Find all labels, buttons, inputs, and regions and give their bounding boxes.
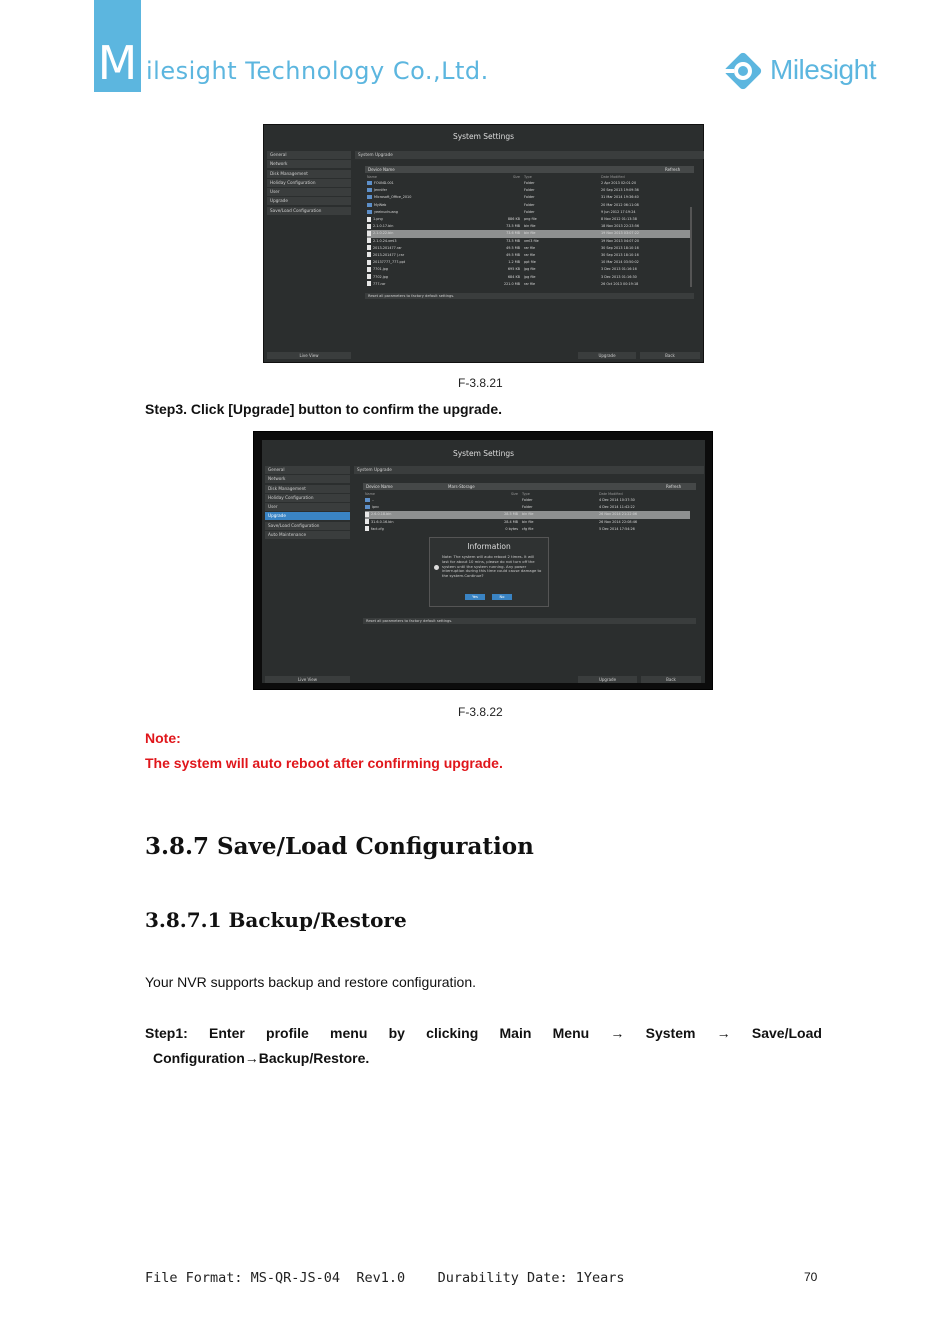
table-row[interactable] [367,180,692,187]
file-icon [367,274,371,279]
table-row[interactable] [367,273,692,280]
device-label: Device Name [368,167,395,172]
file-date: 4 Dec 2014 10:37:30 [599,498,635,503]
sidebar-item-save-load-configuration[interactable]: Save/Load Configuration [267,207,351,215]
table-row[interactable] [367,194,692,201]
file-size: 28.4 MB [504,519,518,524]
file-date: 19 Nov 2013 04:07:20 [601,238,640,243]
file-size: 1.2 MB [508,260,520,265]
file-type: rar file [524,252,536,257]
file-date: 31 Mar 2014 19:36:40 [601,195,639,200]
file-date: 26 Nov 2014 21:22:06 [599,512,638,517]
file-name: 1.png [373,217,383,222]
live-view-button[interactable]: Live View [267,352,351,359]
file-icon [365,512,369,517]
file-type: png file [524,217,537,222]
file-size: 73.5 MB [506,224,520,229]
file-date: 2 Apr 2013 02:01:20 [601,181,637,186]
file-size: 0 bytes [505,526,518,531]
file-type: bin file [522,519,534,524]
file-type: cfg file [522,526,534,531]
step1-word: Main [499,1025,532,1041]
file-icon [367,238,371,243]
file-icon [367,267,371,272]
step1-word: Save/Load [751,1025,822,1041]
column-header[interactable]: Date Modified [599,492,623,496]
file-date: 8 Nov 2012 01:13:38 [601,217,637,222]
file-type: Folder [524,209,535,214]
file-icon [367,217,371,222]
sidebar-item-user[interactable]: User [265,503,350,511]
table-row[interactable] [367,238,692,245]
file-name: 2013-201477 (.rar [373,252,405,257]
info-icon [434,565,439,570]
yes-button[interactable]: Yes [465,594,485,600]
step1-word: → [610,1025,625,1041]
file-name: 31.6.0.16.bin [371,519,394,524]
device-name-bar[interactable] [363,483,696,490]
step1-word: System [645,1025,696,1041]
folder-icon [367,181,372,185]
file-type: Folder [524,195,535,200]
file-size: 73.5 MB [506,238,520,243]
file-icon [367,281,371,286]
screen-area [262,440,705,683]
file-date: 30 Sep 2013 18:10:16 [601,245,639,250]
company-name: ilesight Technology Co.,Ltd. [146,57,489,85]
section-label: System Upgrade [355,151,704,159]
sidebar-item-holiday-configuration[interactable]: Holiday Configuration [267,179,351,187]
file-date: 3 Dec 2013 01:16:30 [601,274,637,279]
file-date: 20 Sep 2013 19:09:36 [601,188,639,193]
file-name: 2.1.0.22.bin [373,231,394,236]
sidebar-item-disk-management[interactable]: Disk Management [267,170,351,178]
refresh-button[interactable]: Refresh [665,167,681,172]
column-header[interactable]: Type [522,492,530,496]
table-row[interactable] [367,187,692,194]
figure-caption-2: F-3.8.22 [458,705,503,719]
file-type: Folder [524,202,535,207]
file-name: .. [372,498,375,503]
step1-word: Step1: [145,1025,188,1041]
step1-word: profile [266,1025,309,1041]
step1-word: Enter [209,1025,245,1041]
file-date: 19 Nov 2013 03:07:22 [601,231,640,236]
sidebar-item-holiday-configuration[interactable]: Holiday Configuration [265,494,350,502]
sidebar-item-general[interactable]: General [265,466,350,474]
file-type: jpg file [524,274,536,279]
reset-defaults-option[interactable]: Reset all parameters to factory default settings. [365,293,694,299]
file-name: FOUND.001 [374,181,394,186]
file-type: rar file [524,281,536,286]
file-size: 684 KB [507,274,520,279]
file-type: bin file [524,231,536,236]
file-type: bin file [524,224,536,229]
sidebar-item-general[interactable]: General [267,151,351,159]
folder-icon [365,505,370,509]
file-type: Folder [522,498,533,503]
settings-sidebar [265,466,350,540]
window-title: System Settings [452,132,515,141]
sidebar-item-save-load-configuration[interactable]: Save/Load Configuration [265,522,350,530]
footer-text: File Format: MS-QR-JS-04 Rev1.0 Durability Date: 1Years [145,1270,625,1286]
folder-icon [367,195,372,199]
milesight-logo-icon [721,49,765,93]
table-row[interactable] [365,497,690,504]
file-size: 221.0 MB [503,281,520,286]
file-size: 886 KB [507,217,520,222]
table-row[interactable] [367,230,692,237]
file-icon [367,224,371,229]
table-row[interactable] [367,259,692,266]
step1-word: clicking [426,1025,479,1041]
column-header[interactable]: Date Modified [601,175,625,179]
table-row[interactable] [365,519,690,526]
file-name: 2013-201477.rar [373,245,402,250]
file-type: ppt file [524,260,536,265]
no-button[interactable]: No [492,594,512,600]
table-row[interactable] [367,281,692,288]
sidebar-item-upgrade[interactable]: Upgrade [267,197,351,205]
live-view-button[interactable]: Live View [265,676,350,683]
section-label: System Upgrade [354,466,704,474]
subsection-heading: 3.8.7.1 Backup/Restore [145,908,407,932]
file-icon [367,260,371,265]
folder-icon [367,203,372,207]
refresh-button[interactable]: Refresh [666,484,682,489]
table-row[interactable] [365,511,690,518]
folder-icon [365,498,370,502]
folder-icon [367,210,372,214]
upgrade-button[interactable]: Upgrade [578,676,637,683]
file-name: ipnc [372,505,380,510]
information-dialog [429,537,549,607]
step1-word: by [388,1025,405,1041]
file-name: 7701.jpg [373,267,388,272]
column-header[interactable]: Type [524,175,532,179]
file-type: xml3 file [524,238,539,243]
table-row[interactable] [367,209,692,216]
table-row[interactable] [367,245,692,252]
file-date: 3 Dec 2013 01:16:16 [601,267,637,272]
device-label: Device Name [366,484,393,489]
sidebar-item-user[interactable]: User [267,188,351,196]
file-type: bin file [522,512,534,517]
file-date: 18 Nov 2013 22:23:56 [601,224,640,229]
table-row[interactable] [367,216,692,223]
file-date: 26 Oct 2013 00:19:18 [601,281,639,286]
file-type: rar file [524,245,536,250]
file-size: 695 KB [507,267,520,272]
file-icon [365,519,369,524]
screenshot-upgrade-confirm [253,431,713,690]
table-row[interactable] [365,504,690,511]
screenshot-upgrade-file-list [263,124,704,363]
reset-defaults-option[interactable]: Reset all parameters to factory default settings. [363,618,696,624]
table-row[interactable] [365,526,690,533]
file-size: 73.6 MB [506,231,520,236]
note-title: Note: [145,730,181,746]
upgrade-button[interactable]: Upgrade [578,352,636,359]
device-name-bar[interactable] [365,166,694,173]
brand-name: Milesight [770,54,876,85]
file-name: 2.6.0.18.bin [371,512,392,517]
file-type: jpg file [524,267,536,272]
file-date: 26 Nov 2014 22:08:46 [599,519,638,524]
file-size: 49.5 MB [506,252,520,257]
file-name: 777.rar [373,281,386,286]
figure-caption-1: F-3.8.21 [458,376,503,390]
dialog-title: Information [467,542,511,551]
sidebar-item-disk-management[interactable]: Disk Management [265,485,350,493]
file-icon [367,252,371,257]
file-name: yeeinuchuang [374,209,398,214]
step1-word: → [716,1025,731,1041]
back-button[interactable]: Back [640,352,700,359]
file-name: 7702.jpg [373,274,388,279]
step1-word: Menu [552,1025,590,1041]
section-heading: 3.8.7 Save/Load Configuration [145,833,534,860]
table-row[interactable] [367,266,692,273]
file-table [365,492,690,533]
file-name: Jennifer [374,188,387,193]
file-type: Folder [524,181,535,186]
file-type: Folder [522,505,533,510]
step1-line1 [145,1025,822,1041]
column-header[interactable]: Name [367,175,378,179]
file-icon [365,526,369,531]
note-text: The system will auto reboot after confirming upgrade. [145,755,503,771]
logo-m-block: M [94,0,141,92]
page-number: 70 [804,1270,818,1284]
sidebar-item-auto-maintenance[interactable]: Auto Maintenance [265,531,350,539]
back-button[interactable]: Back [641,676,701,683]
file-date: 10 Mar 2014 03:50:02 [601,260,639,265]
file-size: 28.5 MB [504,512,518,517]
table-row[interactable] [367,223,692,230]
step1-line2: Configuration→Backup/Restore. [153,1050,370,1066]
file-date: 4 Dec 2014 11:42:22 [599,505,635,510]
window-title: System Settings [452,449,515,458]
table-row[interactable] [367,252,692,259]
column-header[interactable]: Size [513,175,520,179]
sidebar-item-network[interactable]: Network [265,475,350,483]
file-name: MyWeb [374,202,387,207]
file-date: 9 Jun 2012 17:19:24 [601,209,636,214]
file-date: 5 Dec 2014 17:54:26 [599,526,635,531]
device-value: Mars-Storage [448,484,475,489]
settings-sidebar [267,151,351,216]
file-icon [367,245,371,250]
file-name: 2.1.0.24.xml3 [373,238,397,243]
file-type: Folder [524,188,535,193]
file-name: 20137777_777.ppt [373,260,406,265]
folder-icon [367,188,372,192]
file-table [367,175,692,288]
step1-word: menu [330,1025,368,1041]
scrollbar[interactable] [690,207,692,287]
table-row[interactable] [367,202,692,209]
file-date: 30 Sep 2013 18:10:16 [601,252,639,257]
file-size: 49.5 MB [506,245,520,250]
file-name: 2.1.0.17.bin [373,224,394,229]
file-icon [367,231,371,236]
dialog-message: Note: The system will auto reboot 2 times. It will last for about 10 mins, please do not turn off the system until the system running. Any power interruption during this time could cause damage to the system.Continue? [442,554,542,579]
sidebar-item-upgrade[interactable]: Upgrade [265,512,350,520]
sidebar-item-network[interactable]: Network [267,160,351,168]
file-name: Microsoft_Office_2010 [374,195,412,200]
file-date: 20 Mar 2012 06:11:08 [601,202,639,207]
intro-paragraph: Your NVR supports backup and restore configuration. [145,974,477,990]
column-header[interactable]: Size [511,492,518,496]
file-name: fact.cfg [371,526,384,531]
column-header[interactable]: Name [365,492,376,496]
step3-text: Step3. Click [Upgrade] button to confirm the upgrade. [145,401,503,417]
